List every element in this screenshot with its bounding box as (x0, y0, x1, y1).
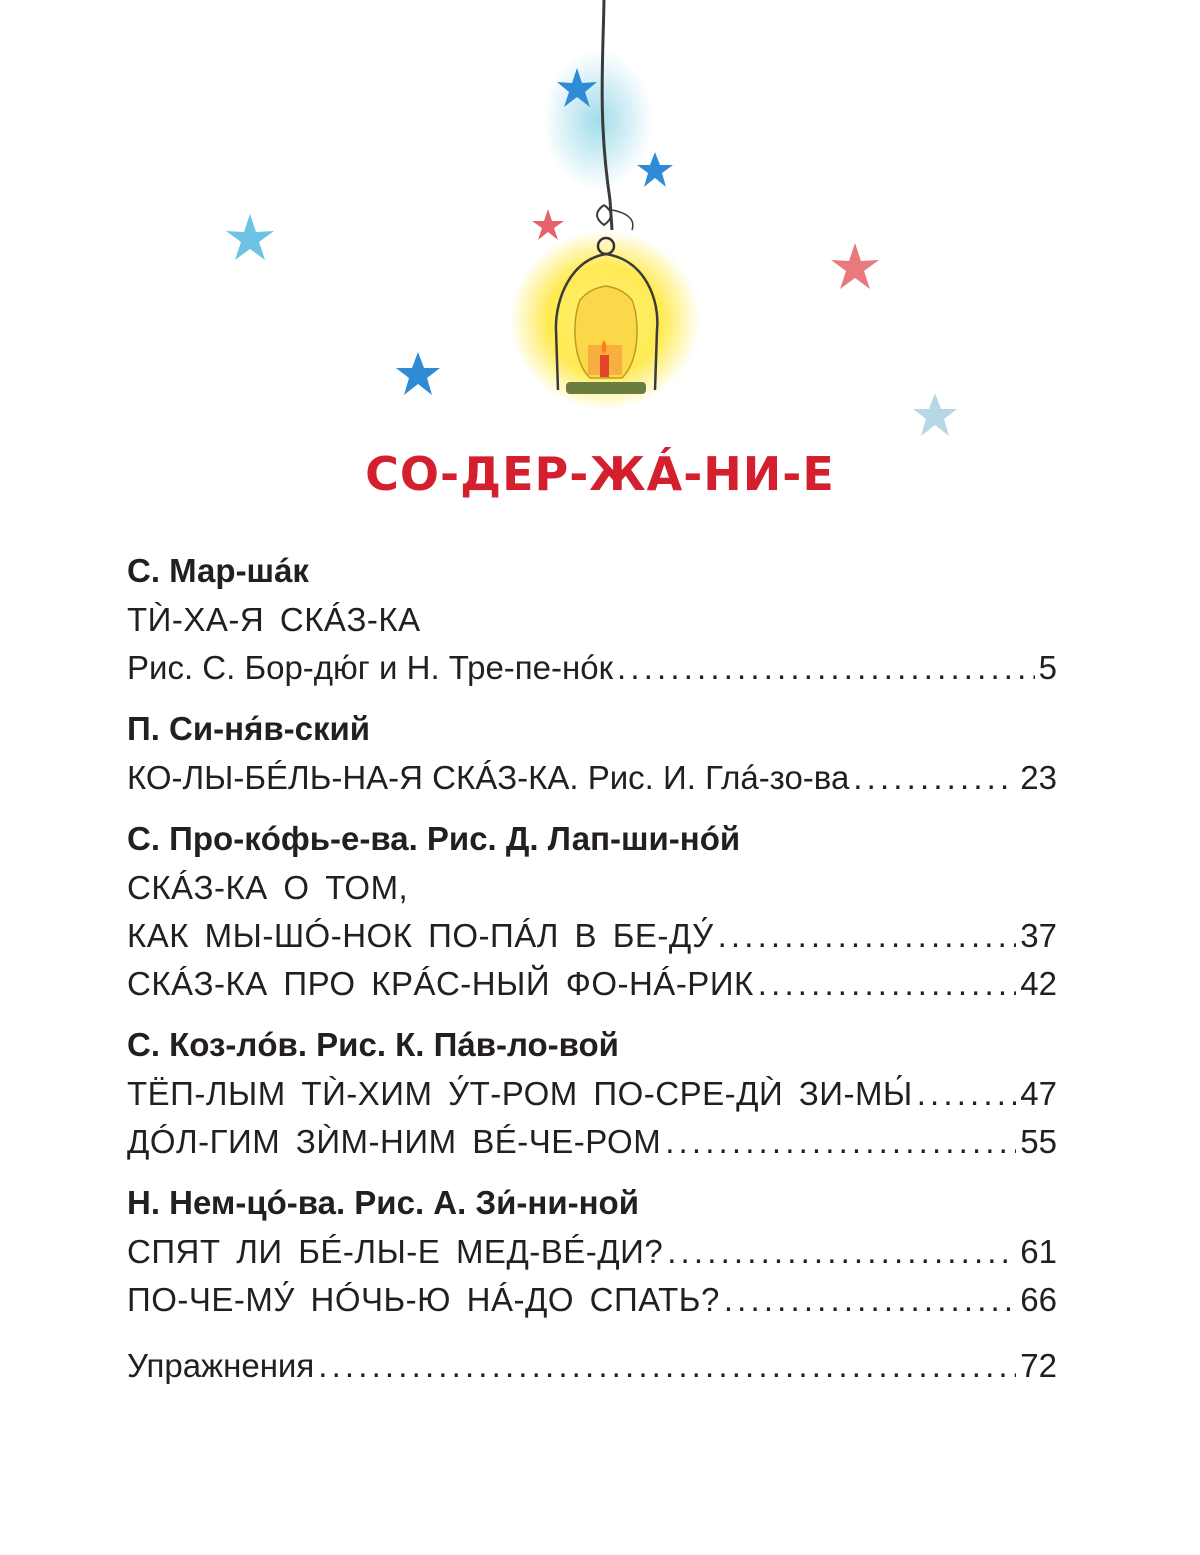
toc-author: С. Коз-лóв. Рис. К. Пáв-ло-вой (127, 1026, 619, 1063)
toc-entry-title: ТЁП-ЛЫМ ТЍ-ХИМ У́Т-РОМ ПО-СРЕ-ДЍ ЗИ-МЫ́ (127, 1075, 913, 1112)
leader-dots (667, 1228, 1016, 1276)
toc-author: С. Мар-шáк (127, 552, 309, 589)
toc-entry-title: Рис. С. Бор-дю́г и Н. Тре-пе-нóк (127, 649, 614, 686)
toc-page-number: 61 (1020, 1233, 1057, 1270)
lantern-illustration (0, 0, 1200, 450)
table-of-contents (127, 546, 1057, 1390)
toc-entry[interactable] (127, 596, 1057, 644)
star-icon-red-right (831, 243, 879, 289)
toc-section (127, 814, 1057, 1008)
toc-entry[interactable] (127, 1118, 1057, 1166)
toc-section (127, 704, 1057, 802)
leader-dots (617, 644, 1035, 692)
toc-entry[interactable] (127, 644, 1057, 692)
toc-entry[interactable] (127, 1276, 1057, 1324)
toc-entry[interactable] (127, 1070, 1057, 1118)
page-title: СО-ДЕР-ЖÁ-НИ-Е (365, 447, 835, 501)
toc-section (127, 1178, 1057, 1324)
star-icon-pale-right (913, 393, 957, 436)
toc-entry-title: СКÁЗ-КА О ТОМ, (127, 869, 409, 906)
toc-page-number: 42 (1020, 965, 1057, 1002)
toc-entry-title: ТЍ-ХА-Я СКÁЗ-КА (127, 601, 421, 638)
toc-entry-title: СПЯТ ЛИ БÉ-ЛЫ-Е МЕД-ВÉ-ДИ? (127, 1233, 664, 1270)
toc-page-number: 5 (1038, 649, 1057, 686)
candle-icon (600, 355, 609, 377)
toc-section (127, 1020, 1057, 1166)
toc-page-number: 37 (1020, 917, 1057, 954)
star-icon-blue-left (396, 352, 440, 395)
leader-dots (853, 754, 1016, 802)
blue-haze (543, 50, 653, 190)
toc-entry-title: КО-ЛЫ-БÉЛЬ-НА-Я СКÁЗ-КА. Рис. И. Глá-зо-ва (127, 759, 850, 796)
toc-entry[interactable] (127, 960, 1057, 1008)
leader-dots (665, 1118, 1016, 1166)
toc-entry[interactable] (127, 754, 1057, 802)
toc-page-number: 66 (1020, 1281, 1057, 1318)
toc-entry[interactable] (127, 912, 1057, 960)
toc-entry-title: КАК МЫ-ШÓ-НОК ПО-ПÁЛ В БЕ-ДУ́ (127, 917, 714, 954)
leader-dots (758, 960, 1017, 1008)
toc-section (127, 546, 1057, 692)
toc-entry[interactable] (127, 1228, 1057, 1276)
toc-entry-title: ДÓЛ-ГИМ ЗЍМ-НИМ ВÉ-ЧЕ-РОМ (127, 1123, 662, 1160)
leader-dots (318, 1342, 1016, 1390)
toc-entry-title: Упражнения (127, 1347, 315, 1384)
toc-entry[interactable] (127, 864, 1057, 912)
star-icon-light-blue-left (226, 214, 274, 260)
toc-entry-title: СКÁЗ-КА ПРО КРÁС-НЫЙ ФО-НÁ-РИК (127, 965, 754, 1002)
leader-dots (718, 912, 1017, 960)
toc-entry-exercises[interactable] (127, 1342, 1057, 1390)
leader-dots (917, 1070, 1017, 1118)
toc-page-number: 72 (1020, 1347, 1057, 1384)
toc-page-number: 55 (1020, 1123, 1057, 1160)
toc-entry-title: ПО-ЧЕ-МУ́ НÓЧЬ-Ю НÁ-ДО СПАТЬ? (127, 1281, 720, 1318)
star-icon-red-center (532, 209, 564, 240)
leader-dots (724, 1276, 1016, 1324)
toc-author: Н. Нем-цó-ва. Рис. А. Зи́-ни-ной (127, 1184, 639, 1221)
toc-page-number: 23 (1020, 759, 1057, 796)
toc-author: П. Си-ня́в-ский (127, 710, 371, 747)
toc-author: С. Про-кóфь-е-ва. Рис. Д. Лап-ши-нóй (127, 820, 741, 857)
toc-page-number: 47 (1020, 1075, 1057, 1112)
